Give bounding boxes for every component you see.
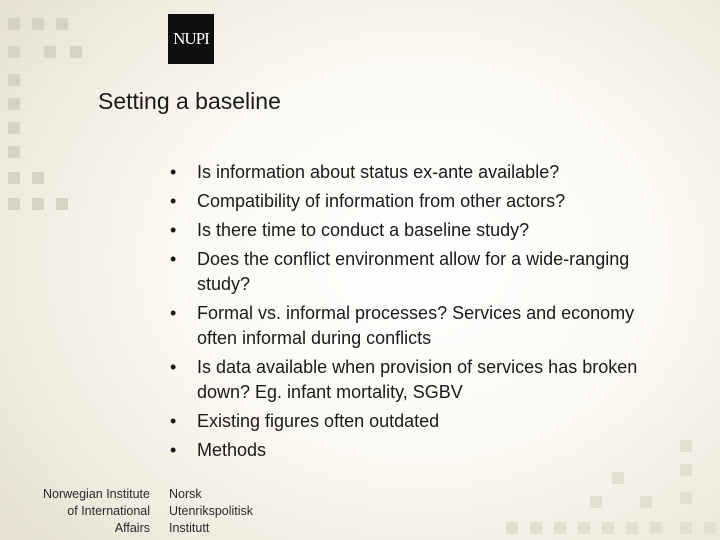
footer-line: Norsk [169,487,202,501]
footer-line: Utenrikspolitisk [169,504,254,518]
nupi-logo [168,14,214,64]
decor-square [506,522,518,534]
footer-line: of International [67,504,150,518]
decor-square [8,122,20,134]
decor-square [578,522,590,534]
decor-square [680,440,692,452]
bullet-item: • Existing figures often outdated [168,409,638,434]
decor-square [530,522,542,534]
decor-square [612,472,624,484]
logo-text: NUPI [173,29,209,48]
footer-norwegian-name [169,486,253,537]
slide-title: Setting a baseline [98,88,281,114]
bullet-item: • Is data available when provision of services has broken down? Eg. infant mortality, SGBV [168,355,638,405]
decor-square [680,492,692,504]
decor-square [56,198,68,210]
bullet-item: • Formal vs. informal processes? Services and economy often informal during conflicts [168,301,638,351]
decor-square [56,18,68,30]
bullet-item: • Compatibility of information from other actors? [168,189,638,214]
bullet-item: • Methods [168,438,638,463]
decor-square [32,198,44,210]
bullet-item: • Is there time to conduct a baseline study? [168,218,638,243]
footer-line: Norwegian Institute [42,487,150,501]
decor-square [8,172,20,184]
decor-square [8,18,20,30]
footer-line: Affairs [114,521,150,535]
bullet-item: • Does the conflict environment allow for a wide-ranging study? [168,247,638,297]
decor-square [680,464,692,476]
bullet-list [168,160,638,467]
decor-square [32,18,44,30]
decor-square [554,522,566,534]
footer-line: Institutt [169,521,210,535]
decor-square [70,46,82,58]
decor-square [8,46,20,58]
decor-square [32,172,44,184]
decor-square [602,522,614,534]
decor-square [626,522,638,534]
decor-square [8,98,20,110]
decor-square [650,522,662,534]
decor-square [8,198,20,210]
decor-square [640,496,652,508]
decor-square [704,522,716,534]
decor-square [680,522,692,534]
decor-square [8,146,20,158]
decor-square [590,496,602,508]
decor-square [44,46,56,58]
decor-square [8,74,20,86]
footer-english-name [43,486,150,537]
bullet-item: • Is information about status ex-ante available? [168,160,638,185]
